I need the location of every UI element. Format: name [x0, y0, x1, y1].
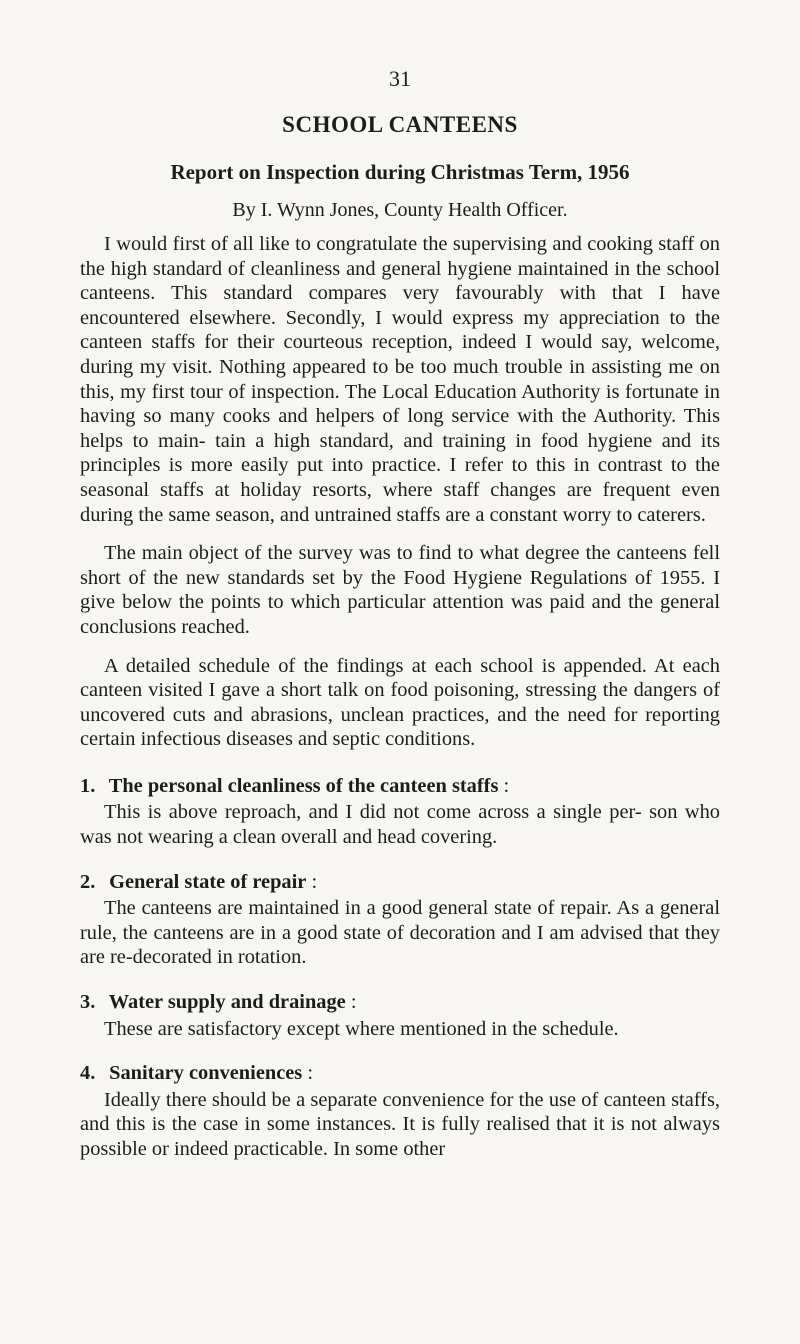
section-state-of-repair — [80, 870, 720, 970]
section-heading — [80, 1061, 720, 1086]
survey-object-paragraph: The main object of the survey was to find to what degree the canteens fell short of the new standards set by the Food Hygiene Regulations of 1955. I give below the points to which particular attention was paid and the general conclusions reached. — [80, 542, 720, 638]
section-colon: : — [306, 870, 318, 893]
section-heading — [80, 774, 720, 799]
section-number: 4. — [80, 1062, 96, 1085]
section-title: The personal cleanliness of the canteen staffs — [108, 774, 499, 797]
section-water-supply — [80, 990, 720, 1041]
section-personal-cleanliness — [80, 774, 720, 850]
section-body: These are satisfactory except where mentioned in the schedule. — [104, 1017, 619, 1040]
section-number: 1. — [80, 774, 96, 797]
section-heading — [80, 990, 720, 1015]
section-title: General state of repair — [109, 870, 307, 893]
section-body: Ideally there should be a separate convenience for the use of canteen staffs, and this is the case in some instances. It is fully realised that it is not always possible or indeed practicable. In some other — [80, 1088, 720, 1160]
schedule-paragraph: A detailed schedule of the findings at each school is appended. At each canteen visited I gave a short talk on food poisoning, stressing the dangers of uncovered cuts and abrasions, unclean practices, and the need for reporting certain infectious diseases and septic conditions. — [80, 654, 720, 751]
section-colon: : — [302, 1062, 314, 1085]
section-title: Water supply and drainage — [108, 991, 346, 1014]
document-title: SCHOOL CANTEENS — [282, 112, 518, 137]
section-number: 2. — [80, 870, 96, 893]
section-body: This is above reproach, and I did not come across a single per- son who was not wearing a clean overall and head covering. — [80, 801, 720, 849]
page-number: 31 — [389, 66, 411, 91]
report-subtitle: Report on Inspection during Christmas Term, 1956 — [170, 160, 630, 184]
section-number: 3. — [80, 991, 96, 1014]
section-colon: : — [498, 774, 510, 797]
section-sanitary-conveniences — [80, 1061, 720, 1161]
section-body: The canteens are maintained in a good general state of repair. As a general rule, the canteens are in a good state of decoration and I am advised that they are re-decorated in rotation. — [80, 897, 720, 969]
author-byline: By I. Wynn Jones, County Health Officer. — [232, 199, 568, 221]
section-heading — [80, 870, 720, 895]
section-colon: : — [345, 991, 357, 1014]
intro-paragraph: I would first of all like to congratulate the supervising and cooking staff on the high standard of cleanliness and general hygiene maintained in the school canteens. This standard compares very favourably with that I have encountered elsewhere. Secondly, I would express my appreciation to the canteen staffs for their courteous reception, indeed I would say, welcome, during my visit. Nothing appeared to be too much trouble in assisting me on this, my first tour of inspection. The Local Education Authority is fortunate in having so many cooks and helpers of long service with the Authority. This helps to main- tain a high standard, and training in food hygiene and its principles is more easily put into practice. I refer to this in contrast to the seasonal staffs at holiday resorts, where staff changes are frequent even during the same season, and untrained staffs are a constant worry to caterers. — [80, 233, 720, 526]
section-title: Sanitary conveniences — [109, 1062, 303, 1085]
